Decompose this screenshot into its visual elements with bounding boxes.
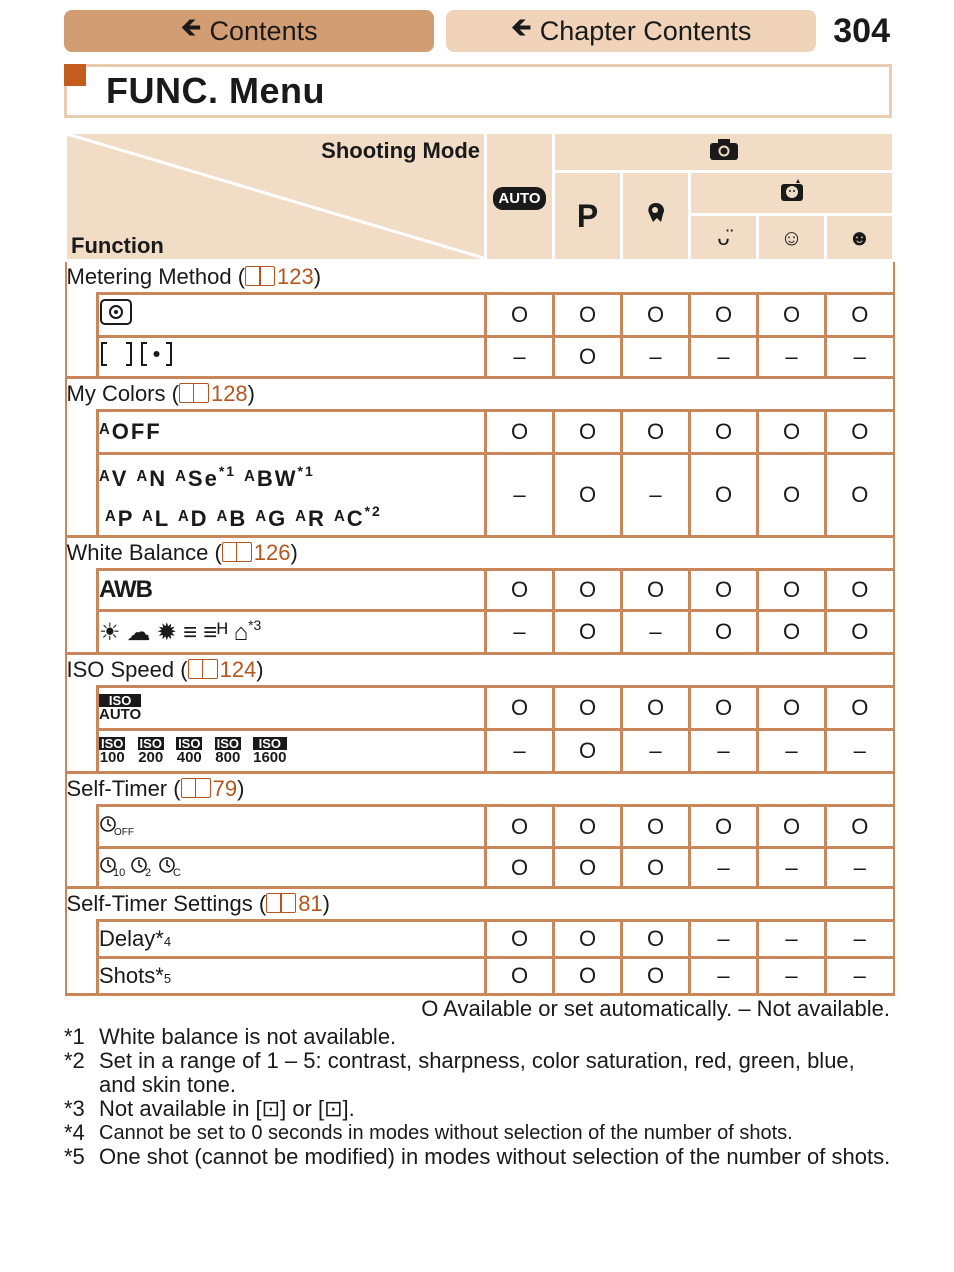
cloudy-icon: ☁ (126, 619, 151, 646)
table-cell: – (622, 337, 690, 378)
option-evaluative-metering (98, 294, 486, 337)
table-cell: O (622, 921, 690, 958)
page-number: 304 (833, 12, 890, 50)
table-cell: – (826, 337, 894, 378)
iso-200-icon: ISO 200 (138, 735, 164, 766)
face-timer-mode-icon-2: ⊡ (324, 1096, 343, 1121)
table-cell: – (690, 848, 758, 888)
table-cell: O (486, 848, 554, 888)
title-marker (64, 64, 86, 86)
option-timer-modes (98, 848, 486, 888)
table-cell: – (622, 730, 690, 773)
option-timer-off (98, 806, 486, 848)
auto-mode-icon: AUTO (493, 187, 545, 210)
page-ref-link[interactable]: 124 (219, 657, 257, 682)
table-cell: O (690, 570, 758, 611)
table-cell: O (758, 411, 826, 454)
arrow-left-icon: 🡸 (510, 12, 532, 42)
tungsten-icon: ✹ (156, 619, 177, 646)
face-timer-header-2 (826, 215, 894, 261)
table-cell: O (826, 687, 894, 730)
page-ref-link[interactable]: 81 (298, 891, 323, 916)
table-cell: O (758, 294, 826, 337)
book-icon (266, 893, 296, 913)
face-timer-icon: ☻ (847, 224, 872, 250)
book-icon (245, 266, 275, 286)
table-cell: O (690, 611, 758, 654)
book-icon (181, 778, 211, 798)
table-cell: – (826, 958, 894, 995)
table-cell: O (486, 294, 554, 337)
group-label-white-balance: White Balance ( 126) (66, 537, 894, 570)
table-cell: O (690, 411, 758, 454)
table-cell: – (826, 848, 894, 888)
mode-auto-header (486, 133, 554, 261)
page-ref-link[interactable]: 123 (277, 264, 314, 289)
fluorescent-h-icon: ≡ᴴ (203, 619, 228, 646)
option-my-colors-list (98, 454, 486, 537)
table-cell: O (554, 806, 622, 848)
table-cell: – (758, 730, 826, 773)
table-cell: O (486, 687, 554, 730)
option-wb-presets: ☀ ☁ ✹ ≡ ≡ᴴ ⌂$^{*3}$ (98, 611, 486, 654)
footnotes (64, 1025, 894, 1169)
svg-text:OFF: OFF (114, 826, 134, 838)
daylight-icon: ☀ (99, 619, 121, 646)
table-cell: – (758, 337, 826, 378)
my-colors-icons-row2: ᴬP ᴬL ᴬD ᴬB ᴬG ᴬR ᴬC$^{*2}$ (105, 503, 382, 531)
footnote: *2 Set in a range of 1 – 5: contrast, sharpness, color saturation, red, green, blue, and skin tone. (64, 1048, 855, 1097)
page-ref-link[interactable]: 79 (212, 776, 238, 801)
table-cell: O (826, 611, 894, 654)
footnote: *1 White balance is not available. (64, 1024, 397, 1049)
evaluative-metering-icon (99, 298, 133, 326)
book-icon (188, 659, 218, 679)
table-cell: O (826, 806, 894, 848)
table-cell: O (690, 806, 758, 848)
table-cell: – (690, 730, 758, 773)
face-timer-group-header (690, 172, 894, 215)
chapter-contents-label: Chapter Contents (539, 15, 752, 46)
table-cell: – (622, 454, 690, 537)
arrow-left-icon: 🡸 (180, 12, 202, 42)
contents-button[interactable] (64, 10, 434, 52)
center-spot-metering-icon (99, 340, 175, 368)
table-cell: O (690, 454, 758, 537)
table-cell: – (690, 921, 758, 958)
table-cell: O (554, 687, 622, 730)
table-cell: O (622, 294, 690, 337)
table-cell: O (554, 730, 622, 773)
face-self-timer-icon (778, 177, 806, 203)
table-cell: – (486, 337, 554, 378)
table-cell: O (554, 611, 622, 654)
table-cell: O (486, 806, 554, 848)
group-label-self-timer-settings: Self-Timer Settings ( 81) (66, 888, 894, 921)
wink-self-timer-icon: ᴗ̈ (717, 224, 730, 250)
availability-legend: O Available or set automatically. – Not available. (421, 996, 890, 1021)
option-my-colors-off (98, 411, 486, 454)
table-cell: O (622, 958, 690, 995)
option-delay: Delay*4 (98, 921, 486, 958)
custom-wb-icon: ⌂ (233, 619, 249, 646)
live-view-icon (643, 200, 669, 226)
footnote: *3 Not available in [⊡] or [⊡]. (64, 1096, 355, 1121)
contents-label: Contents (209, 15, 318, 46)
table-cell: O (758, 570, 826, 611)
function-label: Function (71, 233, 164, 258)
group-label-iso: ISO Speed ( 124) (66, 654, 894, 687)
table-cell: O (554, 570, 622, 611)
self-timer-modes-icon (99, 852, 191, 878)
table-cell: – (622, 611, 690, 654)
footnote: *5 One shot (cannot be modified) in modes without selection of the number of shots. (64, 1144, 891, 1169)
fluorescent-icon: ≡ (183, 619, 198, 646)
my-colors-icons-row1: ᴬV ᴬN ᴬSe$^{*1}$ ᴬBW$^{*1}$ (99, 463, 315, 491)
table-cell: O (758, 806, 826, 848)
iso-auto-icon: ISO AUTO (99, 692, 142, 723)
book-icon (179, 383, 209, 403)
table-cell: O (826, 411, 894, 454)
table-cell: O (554, 454, 622, 537)
camera-mode-header (554, 133, 894, 172)
face-timer-header (758, 215, 826, 261)
svg-text:10: 10 (113, 866, 126, 879)
table-cell: – (826, 730, 894, 773)
iso-400-icon: ISO 400 (176, 735, 202, 766)
option-iso-auto (98, 687, 486, 730)
table-cell: O (622, 570, 690, 611)
table-cell: O (690, 294, 758, 337)
p-mode-label: P (576, 197, 599, 234)
group-label-my-colors: My Colors ( 128) (66, 378, 894, 411)
table-cell: O (486, 570, 554, 611)
self-timer-off-icon (99, 811, 134, 838)
option-awb (98, 570, 486, 611)
group-label-metering: Metering Method ( 123) (66, 261, 894, 294)
svg-text:C: C (173, 866, 181, 879)
table-cell: O (554, 921, 622, 958)
mode-p-header (554, 172, 622, 261)
table-cell: – (690, 958, 758, 995)
my-colors-off-icon: ᴬOFF (99, 419, 162, 444)
table-cell: O (554, 294, 622, 337)
face-timer-mode-icon: ⊡ (261, 1096, 281, 1121)
table-cell: O (554, 848, 622, 888)
func-menu-table (64, 131, 895, 996)
page-title: FUNC. Menu (106, 70, 325, 111)
footnote: *4 Cannot be set to 0 seconds in modes without selection of the number of shots. (64, 1120, 793, 1145)
table-cell: O (758, 687, 826, 730)
table-cell: – (486, 454, 554, 537)
option-iso-values (98, 730, 486, 773)
svg-text:2: 2 (145, 866, 152, 879)
table-cell: – (486, 611, 554, 654)
table-cell: – (690, 337, 758, 378)
chapter-contents-button[interactable] (446, 10, 816, 52)
table-cell: O (554, 337, 622, 378)
camera-icon (708, 137, 740, 161)
group-label-self-timer: Self-Timer ( 79) (66, 773, 894, 806)
table-cell: O (758, 611, 826, 654)
iso-1600-icon: ISO 1600 (253, 735, 287, 766)
page-ref-link[interactable]: 126 (253, 540, 291, 565)
table-cell: O (826, 294, 894, 337)
table-cell: O (554, 411, 622, 454)
mode-live-header (622, 172, 690, 261)
table-cell: O (622, 806, 690, 848)
auto-white-balance-icon: AWB (99, 576, 152, 603)
table-cell: O (486, 411, 554, 454)
option-centerweighted-spot (98, 337, 486, 378)
table-cell: O (826, 570, 894, 611)
table-cell: O (486, 958, 554, 995)
table-cell: – (758, 958, 826, 995)
table-corner-header (66, 133, 486, 261)
option-shots: Shots*5 (98, 958, 486, 995)
table-cell: – (486, 730, 554, 773)
table-cell: O (622, 411, 690, 454)
iso-100-icon: ISO 100 (99, 735, 125, 766)
iso-800-icon: ISO 800 (215, 735, 241, 766)
book-icon (222, 542, 252, 562)
table-cell: O (690, 687, 758, 730)
table-cell: – (758, 848, 826, 888)
table-cell: O (554, 958, 622, 995)
table-cell: O (486, 921, 554, 958)
wink-timer-header (690, 215, 758, 261)
table-cell: O (758, 454, 826, 537)
table-cell: – (826, 921, 894, 958)
table-cell: O (622, 687, 690, 730)
face-timer-icon: ☺ (780, 224, 803, 250)
table-cell: – (758, 921, 826, 958)
page-ref-link[interactable]: 128 (210, 381, 248, 406)
table-cell: O (826, 454, 894, 537)
shooting-mode-label: Shooting Mode (321, 138, 480, 163)
table-cell: O (622, 848, 690, 888)
